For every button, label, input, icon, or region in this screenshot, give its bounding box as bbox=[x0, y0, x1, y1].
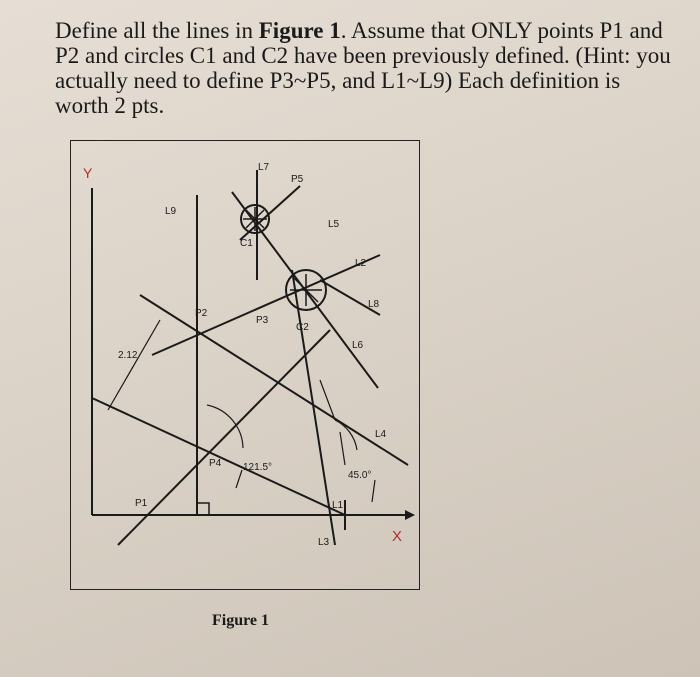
figure-caption: Figure 1 bbox=[212, 612, 270, 629]
label-L9: L9 bbox=[165, 206, 177, 217]
line-lower-diagonal bbox=[92, 398, 345, 515]
line-P4-direction bbox=[118, 330, 330, 545]
question-part1: Define all the lines in bbox=[55, 18, 259, 43]
label-L3: L3 bbox=[318, 537, 330, 548]
label-L6: L6 bbox=[352, 340, 364, 351]
label-x-axis: X bbox=[392, 528, 403, 545]
label-angle-121: 121.5° bbox=[243, 462, 273, 473]
label-2-12: 2.12 bbox=[118, 350, 138, 361]
question-part2: . Assume that ONLY points P1 and P2 and circles C1 and C2 have been previously defined. (Hint: you actually need to define P3~P5, and L1~L9) Each definition is worth 2 pts. bbox=[55, 18, 671, 118]
label-L8: L8 bbox=[368, 299, 380, 310]
x-axis-arrowhead bbox=[405, 510, 415, 520]
dimension-2-12-line bbox=[108, 320, 160, 410]
label-P2: P2 bbox=[195, 308, 208, 319]
line-L3 bbox=[292, 270, 335, 545]
label-L5: L5 bbox=[328, 219, 340, 230]
label-P3: P3 bbox=[256, 315, 269, 326]
label-L4: L4 bbox=[375, 429, 387, 440]
label-L1: L1 bbox=[332, 500, 344, 511]
label-P4: P4 bbox=[209, 458, 222, 469]
line-L2 bbox=[152, 255, 380, 355]
figure-reference: Figure 1 bbox=[258, 18, 341, 43]
right-angle-marker bbox=[197, 503, 209, 515]
label-C2: C2 bbox=[296, 322, 309, 333]
label-P1: P1 bbox=[135, 498, 148, 509]
label-L2: L2 bbox=[355, 258, 367, 269]
label-angle-45: 45.0° bbox=[348, 470, 372, 481]
angle-arc-121 bbox=[207, 405, 243, 448]
label-y-axis: Y bbox=[83, 165, 93, 181]
label-P5: P5 bbox=[291, 174, 304, 185]
label-C1: C1 bbox=[240, 238, 253, 249]
label-L7: L7 bbox=[258, 162, 270, 173]
